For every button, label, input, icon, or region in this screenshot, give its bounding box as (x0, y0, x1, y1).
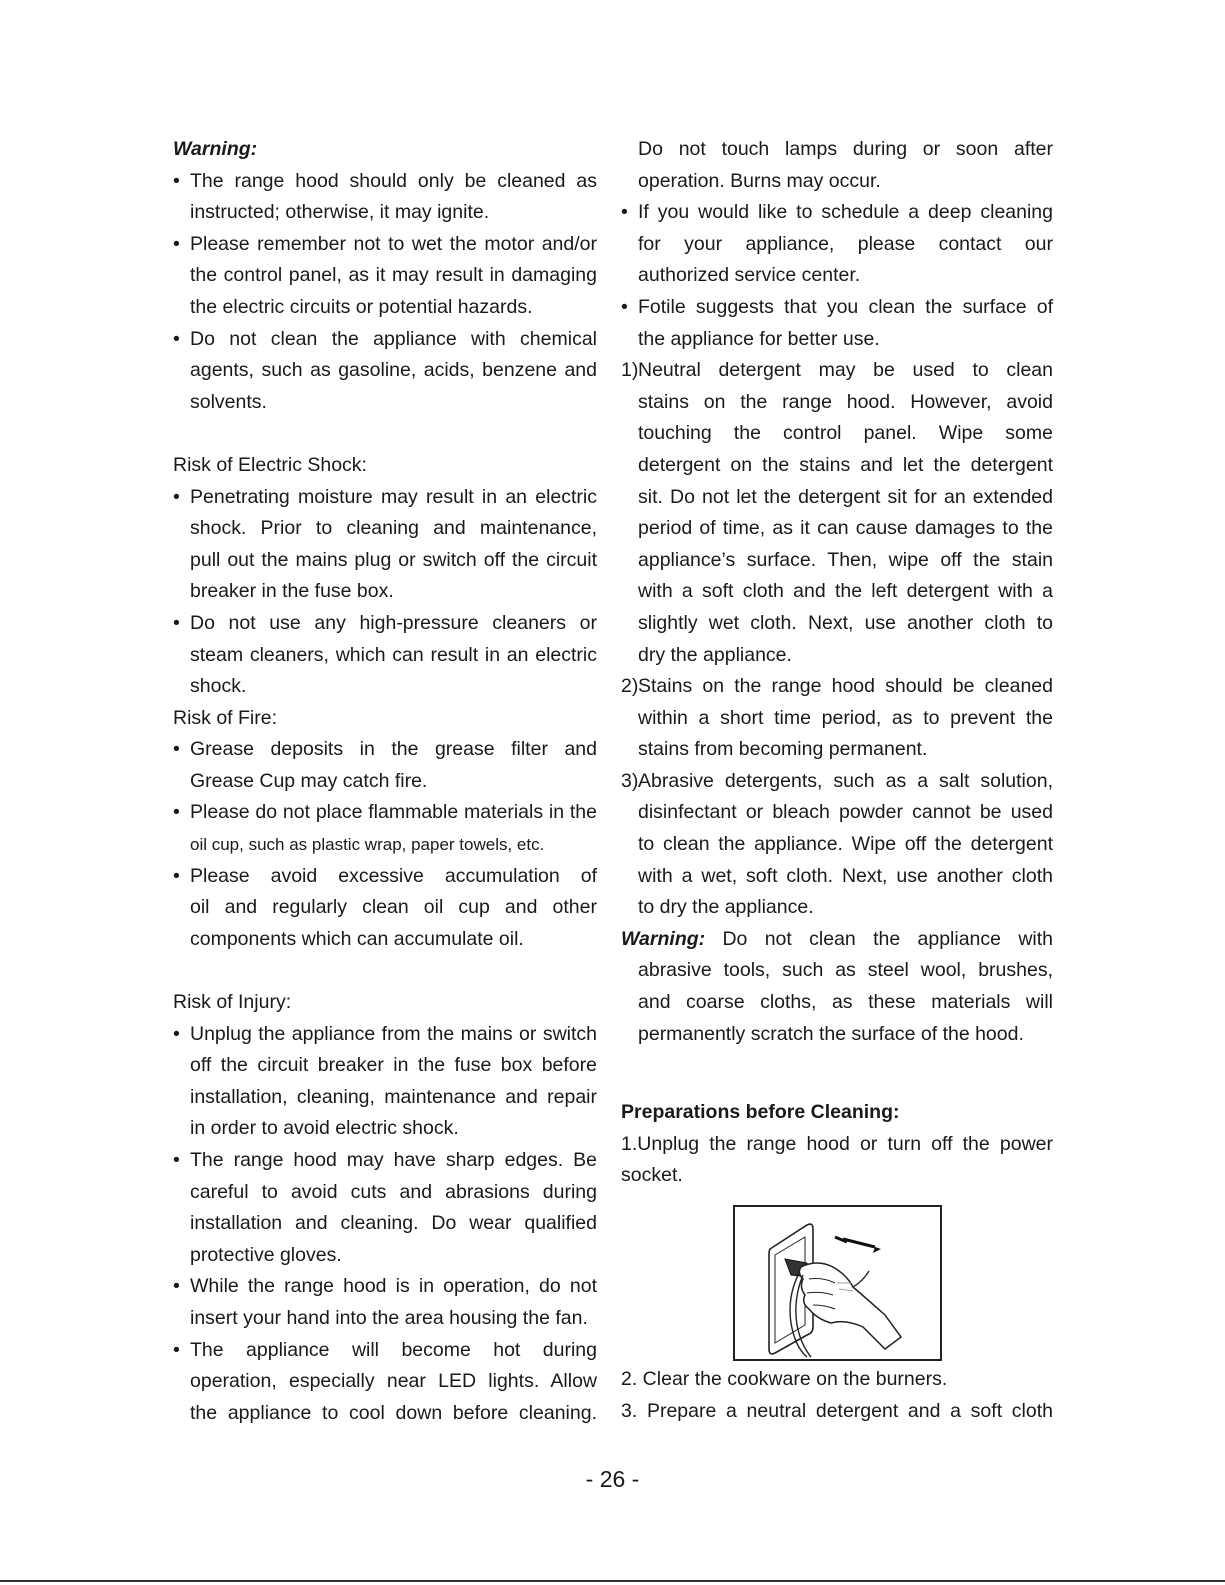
text-line: breaker in the fuse box. (190, 580, 394, 603)
text-line: the appliance to cool down before cleaning. (190, 1401, 597, 1424)
text-line: Do not touch lamps during or soon after (638, 138, 1053, 160)
injury-item-2 (173, 1145, 597, 1271)
bullet: • (173, 169, 180, 192)
left-column (173, 134, 597, 1429)
preparations-heading: Preparations before Cleaning: (621, 1101, 900, 1124)
injury-heading: Risk of Injury: (173, 991, 292, 1014)
lamp-warning-continued (621, 134, 1053, 197)
text-line: instructed; otherwise, it may ignite. (190, 201, 490, 224)
text-line: installation, cleaning, maintenance and repair (190, 1085, 597, 1108)
fire-item-3 (173, 861, 597, 956)
text-line: Please remember not to wet the motor and/or (190, 232, 597, 255)
text-line: the appliance for better use. (638, 327, 880, 350)
bullet: • (173, 864, 180, 887)
text-line: Fotile suggests that you clean the surface of (638, 295, 1053, 318)
fire-heading: Risk of Fire: (173, 706, 278, 729)
right-column (621, 134, 1053, 1192)
bottom-rule (0, 1580, 1225, 1582)
hand-unplug-icon (735, 1207, 940, 1359)
warning-heading: Warning: (173, 138, 258, 160)
bullet: • (621, 201, 628, 224)
text-line: authorized service center. (638, 264, 861, 287)
text-line: with a wet, soft cloth. Next, use another cloth (638, 864, 1053, 887)
text-line: stains on the range hood. However, avoid (638, 390, 1053, 413)
text-line: Neutral detergent may be used to clean (638, 359, 1053, 382)
step-number: 2) (621, 675, 639, 698)
text-line: with a soft cloth and the left detergent with a (638, 580, 1053, 603)
text-line: installation and cleaning. Do wear qualified (190, 1212, 597, 1235)
text-line: appliance’s surface. Then, wipe off the stain (638, 548, 1053, 571)
bullet: • (173, 738, 180, 761)
injury-item-3 (173, 1271, 597, 1334)
bullet: • (173, 1022, 180, 1045)
text-line: to dry the appliance. (638, 896, 814, 919)
bullet: • (173, 1149, 180, 1171)
warning-text: Do not clean the appliance with (705, 927, 1053, 950)
injury-item-1 (173, 1019, 597, 1145)
bullet: • (173, 327, 180, 350)
text-line: within a short time period, as to prevent the (638, 706, 1053, 729)
prep-step-1-cont: socket. (621, 1164, 683, 1187)
text-line: disinfectant or bleach powder cannot be used (638, 801, 1053, 824)
text-line: insert your hand into the area housing the fan. (190, 1306, 588, 1329)
text-line: While the range hood is in operation, do not (190, 1275, 597, 1298)
text-line: Please avoid excessive accumulation of (190, 864, 597, 887)
page-number: - 26 - (585, 1466, 640, 1492)
text-line: slightly wet cloth. Next, use another cloth to (638, 611, 1053, 634)
spacer (173, 418, 597, 450)
step-number: 3) (621, 769, 639, 792)
text-line: solvents. (190, 390, 267, 413)
bullet: • (173, 611, 180, 634)
text-line: careful to avoid cuts and abrasions during (190, 1180, 597, 1203)
text-line: for your appliance, please contact our (638, 232, 1053, 255)
shock-item-2 (173, 608, 597, 703)
text-line: Grease Cup may catch fire. (190, 769, 428, 792)
text-line: Unplug the appliance from the mains or switch (190, 1022, 597, 1045)
injury-item-4 (173, 1335, 597, 1430)
text-line: off the circuit breaker in the fuse box before (190, 1054, 597, 1077)
text-line: Penetrating moisture may result in an electric (190, 485, 597, 508)
cleaning-step-3 (621, 766, 1053, 924)
fire-item-1 (173, 734, 597, 797)
text-line: dry the appliance. (638, 643, 792, 666)
spacer (173, 955, 597, 987)
text-line: the electric circuits or potential hazards. (190, 295, 533, 318)
text-line: touching the control panel. Wipe some (638, 422, 1053, 445)
bullet: • (173, 485, 180, 508)
service-item (621, 197, 1053, 292)
text-line: sit. Do not let the detergent sit for an extended (638, 485, 1053, 508)
warning-label: Warning: (621, 927, 706, 950)
unplug-illustration (733, 1205, 942, 1361)
bullet: • (621, 295, 628, 318)
text-line: Stains on the range hood should be cleaned (638, 675, 1053, 698)
cleaning-step-2 (621, 671, 1053, 766)
text-line: period of time, as it can cause damages to the (638, 517, 1053, 540)
text-line: pull out the mains plug or switch off the circuit (190, 548, 597, 571)
bullet: • (173, 1275, 180, 1298)
text-line: Do not clean the appliance with chemical (190, 327, 597, 350)
text-line: oil and regularly clean oil cup and other (190, 896, 597, 919)
text-line: permanently scratch the surface of the hood. (638, 1022, 1024, 1045)
text-line: Abrasive detergents, such as a salt solution, (638, 769, 1053, 792)
text-line: in order to avoid electric shock. (190, 1117, 459, 1140)
prep-step-3: 3. Prepare a neutral detergent and a soft cloth (621, 1399, 1053, 1422)
prep-step-2: 2. Clear the cookware on the burners. (621, 1368, 948, 1390)
abrasive-warning (621, 924, 1053, 1050)
text-line: stains from becoming permanent. (638, 738, 928, 761)
text-line: to clean the appliance. Wipe off the detergent (638, 833, 1053, 856)
prep-step-1: 1.Unplug the range hood or turn off the power (621, 1132, 1053, 1155)
text-line: The appliance will become hot during (190, 1338, 597, 1361)
warning-item-3 (173, 324, 597, 419)
bullet: • (173, 1338, 180, 1361)
text-line: oil cup, such as plastic wrap, paper towels, etc. (190, 835, 545, 855)
fire-item-2 (173, 797, 597, 860)
text-line: The range hood may have sharp edges. Be (190, 1149, 597, 1171)
prep-steps-continued (621, 1364, 1053, 1427)
text-line: Grease deposits in the grease filter and (190, 738, 597, 761)
text-line: agents, such as gasoline, acids, benzene and (190, 359, 597, 382)
warning-item-1 (173, 166, 597, 229)
text-line: steam cleaners, which can result in an electric (190, 643, 597, 666)
text-line: components which can accumulate oil. (190, 927, 524, 950)
text-line: protective gloves. (190, 1243, 342, 1266)
text-line: The range hood should only be cleaned as (190, 169, 597, 192)
text-line: operation. Burns may occur. (638, 169, 881, 192)
text-line: shock. Prior to cleaning and maintenance, (190, 517, 597, 540)
text-line: shock. (190, 675, 247, 698)
text-line: and coarse cloths, as these materials will (638, 991, 1053, 1014)
text-line: the control panel, as it may result in damaging (190, 264, 597, 287)
text-line: operation, especially near LED lights. Allow (190, 1370, 597, 1393)
step-number: 1) (621, 359, 639, 382)
shock-heading: Risk of Electric Shock: (173, 453, 367, 476)
bullet: • (173, 232, 180, 255)
spacer (621, 1050, 1053, 1097)
cleaning-step-1 (621, 355, 1053, 671)
text-line (621, 924, 1053, 956)
shock-item-1 (173, 482, 597, 608)
text-line: detergent on the stains and let the detergent (638, 453, 1053, 476)
text-line: Please do not place flammable materials in the (190, 801, 597, 824)
bullet: • (173, 801, 180, 824)
text-line: abrasive tools, such as steel wool, brushes, (638, 959, 1053, 982)
text-line: Do not use any high-pressure cleaners or (190, 611, 597, 634)
suggestion-item (621, 292, 1053, 355)
warning-item-2 (173, 229, 597, 324)
text-line: If you would like to schedule a deep cleaning (638, 201, 1053, 224)
